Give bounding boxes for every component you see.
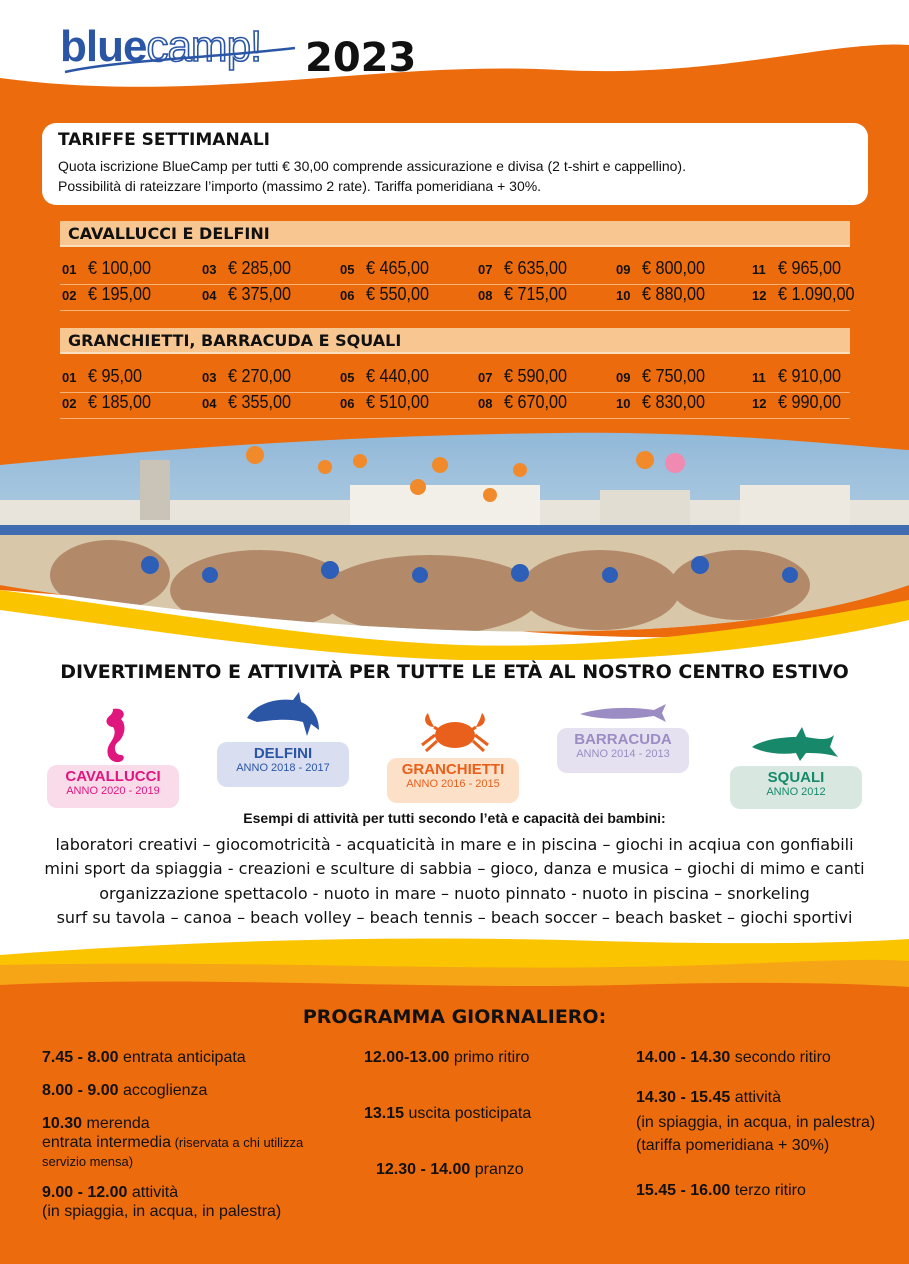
activity-line: organizzazione spettacolo - nuoto in mare – nuoto pinnato - nuoto in piscina – snorkeling bbox=[99, 884, 810, 903]
activity-line: mini sport da spiaggia - creazioni e sculture di sabbia – gioco, danza e musica – giochi di mimo e canti bbox=[44, 859, 865, 878]
age-group-granchietti: GRANCHIETTI ANNO 2016 - 2015 bbox=[387, 758, 519, 803]
schedule-item: (tariffa pomeridiana + 30%) bbox=[636, 1137, 830, 1154]
price-value: € 355,00 bbox=[228, 392, 292, 412]
week-number: 05 bbox=[340, 262, 355, 277]
price-row bbox=[60, 284, 856, 311]
price-row bbox=[60, 392, 850, 419]
year: 2023 bbox=[305, 35, 417, 81]
price-cell bbox=[752, 366, 848, 387]
week-number: 07 bbox=[478, 370, 493, 385]
price-cell bbox=[340, 366, 437, 387]
week-number: 01 bbox=[62, 262, 77, 277]
schedule-item: 9.00 - 12.00 attività bbox=[42, 1184, 179, 1201]
schedule-item: 12.30 - 14.00 pranzo bbox=[376, 1161, 524, 1178]
schedule-item: 15.45 - 16.00 terzo ritiro bbox=[636, 1182, 806, 1199]
week-number: 04 bbox=[202, 396, 217, 411]
age-group-barracuda: BARRACUDA ANNO 2014 - 2013 bbox=[557, 728, 689, 773]
price-band-title-1: CAVALLUCCI E DELFINI bbox=[68, 224, 270, 243]
shark-icon bbox=[750, 725, 840, 763]
price-cell bbox=[616, 392, 713, 413]
week-number: 11 bbox=[752, 370, 766, 385]
info-line-2: Possibilità di rateizzare l’importo (massimo 2 rate). Tariffa pomeridiana + 30%. bbox=[58, 178, 542, 194]
week-number: 06 bbox=[340, 396, 355, 411]
price-cell bbox=[616, 284, 713, 305]
week-number: 03 bbox=[202, 370, 217, 385]
price-value: € 510,00 bbox=[366, 392, 430, 412]
week-number: 04 bbox=[202, 288, 217, 303]
price-value: € 550,00 bbox=[366, 284, 430, 304]
price-cell bbox=[340, 392, 437, 413]
price-band-title-2: GRANCHIETTI, BARRACUDA E SQUALI bbox=[68, 331, 402, 350]
price-cell bbox=[202, 366, 299, 387]
week-number: 09 bbox=[616, 370, 631, 385]
schedule-item: (in spiaggia, in acqua, in palestra) bbox=[636, 1114, 876, 1131]
crab-icon bbox=[420, 705, 490, 755]
week-number: 10 bbox=[616, 288, 631, 303]
schedule-item: 13.15 uscita posticipata bbox=[364, 1105, 532, 1122]
price-cell bbox=[478, 258, 575, 279]
week-number: 06 bbox=[340, 288, 355, 303]
week-number: 05 bbox=[340, 370, 355, 385]
price-value: € 830,00 bbox=[642, 392, 706, 412]
price-cell bbox=[340, 258, 437, 279]
price-value: € 910,00 bbox=[777, 366, 841, 386]
price-value: € 750,00 bbox=[642, 366, 706, 386]
week-number: 10 bbox=[616, 396, 631, 411]
barracuda-icon bbox=[578, 700, 668, 726]
bluecamp-logo: bluecamp! bbox=[60, 22, 262, 71]
price-cell bbox=[340, 284, 437, 305]
price-row bbox=[60, 258, 850, 285]
week-number: 08 bbox=[478, 396, 493, 411]
week-number: 12 bbox=[752, 396, 767, 411]
price-value: € 590,00 bbox=[504, 366, 568, 386]
week-number: 02 bbox=[62, 288, 77, 303]
price-cell bbox=[202, 284, 299, 305]
seahorse-icon bbox=[95, 705, 135, 765]
price-cell bbox=[752, 392, 849, 413]
activity-line: surf su tavola – canoa – beach volley – beach tennis – beach soccer – beach basket – giochi sportivi bbox=[56, 908, 853, 927]
dolphin-icon bbox=[245, 690, 325, 740]
schedule-item: 14.00 - 14.30 secondo ritiro bbox=[636, 1049, 831, 1066]
schedule-item: 10.30 merenda bbox=[42, 1115, 150, 1132]
price-cell bbox=[202, 258, 299, 279]
price-cell bbox=[478, 392, 575, 413]
activity-line: laboratori creativi – giocomotricità - acquaticità in mare e in piscina – giochi in acqiua con gonfiabili bbox=[55, 835, 854, 854]
price-cell bbox=[752, 258, 848, 279]
week-number: 02 bbox=[62, 396, 77, 411]
price-cell bbox=[62, 392, 159, 413]
price-value: € 635,00 bbox=[504, 258, 568, 278]
price-value: € 195,00 bbox=[88, 284, 152, 304]
price-row bbox=[60, 366, 850, 393]
price-value: € 185,00 bbox=[88, 392, 152, 412]
price-value: € 270,00 bbox=[228, 366, 292, 386]
week-number: 11 bbox=[752, 262, 766, 277]
week-number: 03 bbox=[202, 262, 217, 277]
week-number: 09 bbox=[616, 262, 631, 277]
schedule-item: 14.30 - 15.45 attività bbox=[636, 1089, 781, 1106]
week-number: 07 bbox=[478, 262, 493, 277]
price-cell bbox=[62, 284, 159, 305]
price-value: € 95,00 bbox=[88, 366, 143, 386]
price-value: € 715,00 bbox=[504, 284, 568, 304]
info-title: TARIFFE SETTIMANALI bbox=[58, 130, 270, 150]
age-group-cavallucci: CAVALLUCCI ANNO 2020 - 2019 bbox=[47, 765, 179, 808]
price-value: € 100,00 bbox=[88, 258, 152, 278]
week-number: 01 bbox=[62, 370, 77, 385]
schedule-item: servizio mensa) bbox=[42, 1154, 134, 1169]
week-number: 12 bbox=[752, 288, 767, 303]
price-value: € 1.090,00 bbox=[778, 284, 856, 304]
price-value: € 965,00 bbox=[777, 258, 841, 278]
price-value: € 375,00 bbox=[228, 284, 292, 304]
price-cell bbox=[752, 284, 864, 305]
examples-title: Esempi di attività per tutti secondo l’età e capacità dei bambini: bbox=[243, 810, 666, 826]
price-cell bbox=[616, 366, 713, 387]
age-group-squali: SQUALI ANNO 2012 bbox=[730, 766, 862, 809]
price-cell bbox=[62, 258, 159, 279]
schedule-item: 7.45 - 8.00 entrata anticipata bbox=[42, 1049, 246, 1066]
schedule-item: 12.00-13.00 primo ritiro bbox=[364, 1049, 530, 1066]
activities-title: DIVERTIMENTO E ATTIVITÀ PER TUTTE LE ETÀ AL NOSTRO CENTRO ESTIVO bbox=[60, 661, 849, 683]
price-value: € 285,00 bbox=[228, 258, 292, 278]
price-value: € 670,00 bbox=[504, 392, 568, 412]
info-line-1: Quota iscrizione BlueCamp per tutti € 30,00 comprende assicurazione e divisa (2 t-shirt e cappellino). bbox=[58, 158, 686, 174]
price-value: € 800,00 bbox=[642, 258, 706, 278]
week-number: 08 bbox=[478, 288, 493, 303]
logo-swoosh-icon bbox=[60, 40, 300, 80]
price-cell bbox=[202, 392, 299, 413]
schedule-item: entrata intermedia (riservata a chi utilizza bbox=[42, 1134, 304, 1151]
schedule-item: 8.00 - 9.00 accoglienza bbox=[42, 1082, 208, 1099]
schedule-item: (in spiaggia, in acqua, in palestra) bbox=[42, 1203, 282, 1220]
age-group-delfini: DELFINI ANNO 2018 - 2017 bbox=[217, 742, 349, 787]
price-cell bbox=[478, 366, 575, 387]
beach-photo bbox=[0, 425, 909, 665]
price-value: € 880,00 bbox=[642, 284, 706, 304]
price-cell bbox=[616, 258, 713, 279]
programma-title: PROGRAMMA GIORNALIERO: bbox=[302, 1006, 607, 1028]
price-value: € 440,00 bbox=[366, 366, 430, 386]
price-cell bbox=[478, 284, 575, 305]
price-cell bbox=[62, 366, 149, 387]
price-value: € 465,00 bbox=[366, 258, 430, 278]
price-value: € 990,00 bbox=[778, 392, 842, 412]
